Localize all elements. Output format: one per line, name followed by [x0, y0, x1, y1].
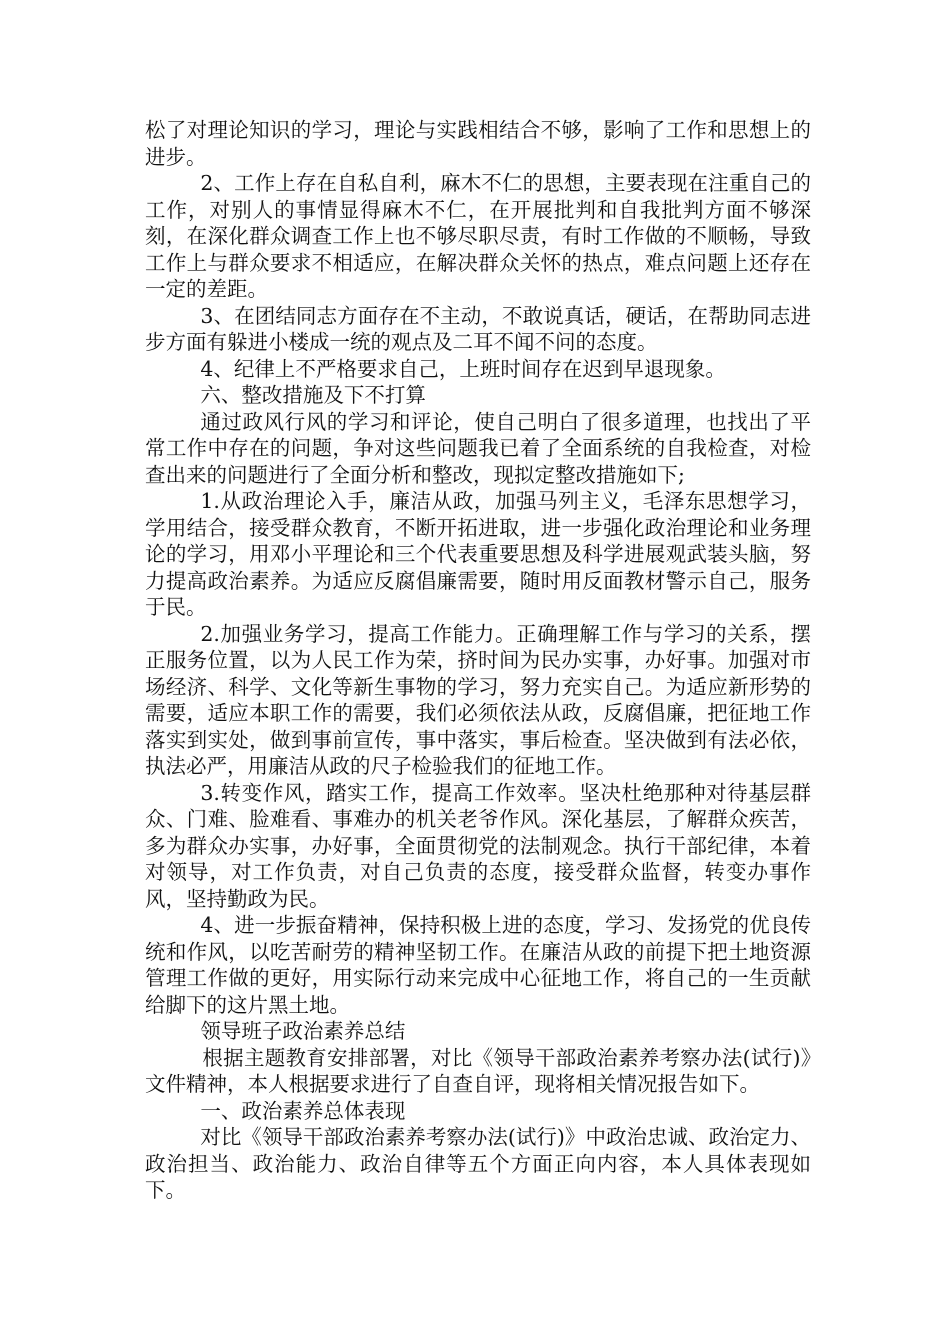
paragraph-measure-3: 3.转变作风，踏实工作，提高工作效率。坚决杜绝那种对待基层群众、门难、脸难看、事难办的机关老爷作风。深化基层，了解群众疾苦，多为群众办实事，办好事，全面贯彻党的法制观念。执行干部纪律，本着对领导，对工作负责，对自己负责的态度，接受群众监督，转变办事作风，坚持勤政为民。	[145, 780, 811, 911]
paragraph-report-intro: 根据主题教育安排部署，对比《领导干部政治素养考察办法(试行)》文件精神，本人根据要求进行了自查自评，现将相关情况报告如下。	[145, 1045, 811, 1096]
section-heading-overall: 一、政治素养总体表现	[200, 1098, 406, 1123]
paragraph-item-3: 3、在团结同志方面存在不主动，不敢说真话，硬话，在帮助同志进步方面有躲进小楼成一统的观点及二耳不闻不问的态度。	[145, 303, 811, 354]
paragraph-measure-1: 1.从政治理论入手，廉洁从政，加强马列主义，毛泽东思想学习，学用结合，接受群众教育，不断开拓进取，进一步强化政治理论和业务理论的学习，用邓小平理论和三个代表重要思想及科学进展观武装头脑，努力提高政治素养。为适应反腐倡廉需要，随时用反面教材警示自己，服务于民。	[145, 489, 811, 619]
paragraph-continuation: 松了对理论知识的学习，理论与实践相结合不够，影响了工作和思想上的进步。	[145, 118, 811, 169]
paragraph-rectification-intro: 通过政风行风的学习和评论，使自己明白了很多道理，也找出了平常工作中存在的问题，争对这些问题我已着了全面系统的自我检查，对检查出来的问题进行了全面分析和整改，现拟定整改措施如下;	[145, 409, 811, 487]
paragraph-item-2: 2、工作上存在自私自利，麻木不仁的思想，主要表现在注重自己的工作，对别人的事情显得麻木不仁，在开展批判和自我批判方面不够深刻，在深化群众调查工作上也不够尽职尽责，有时工作做的不顺畅，导致工作上与群众要求不相适应，在解决群众关怀的热点，难点问题上还存在一定的差距。	[145, 171, 811, 301]
paragraph-overall-intro: 对比《领导干部政治素养考察办法(试行)》中政治忠诚、政治定力、政治担当、政治能力、政治自律等五个方面正向内容，本人具体表现如下。	[145, 1125, 811, 1202]
paragraph-measure-2: 2.加强业务学习，提高工作能力。正确理解工作与学习的关系，摆正服务位置，以为人民工作为荣，挤时间为民办实事，办好事。加强对市场经济、科学、文化等新生事物的学习，努力充实自己。为适应新形势的需要，适应本职工作的需要，我们必须依法从政，反腐倡廉，把征地工作落实到实处，做到事前宣传，事中落实，事后检查。坚决做到有法必依，执法必严，用廉洁从政的尺子检验我们的征地工作。	[145, 621, 811, 778]
section-heading-rectification: 六、整改措施及下不打算	[200, 383, 426, 407]
document-title: 领导班子政治素养总结	[200, 1019, 406, 1043]
paragraph-item-4: 4、纪律上不严格要求自己，上班时间存在迟到早退现象。	[200, 356, 726, 381]
document-body	[145, 117, 811, 1204]
paragraph-measure-4: 4、进一步振奋精神，保持积极上进的态度，学习、发扬党的优良传统和作风，以吃苦耐劳的精神坚韧工作。在廉洁从政的前提下把土地资源管理工作做的更好，用实际行动来完成中心征地工作，将自己的一生贡献给脚下的这片黑土地。	[145, 913, 811, 1017]
